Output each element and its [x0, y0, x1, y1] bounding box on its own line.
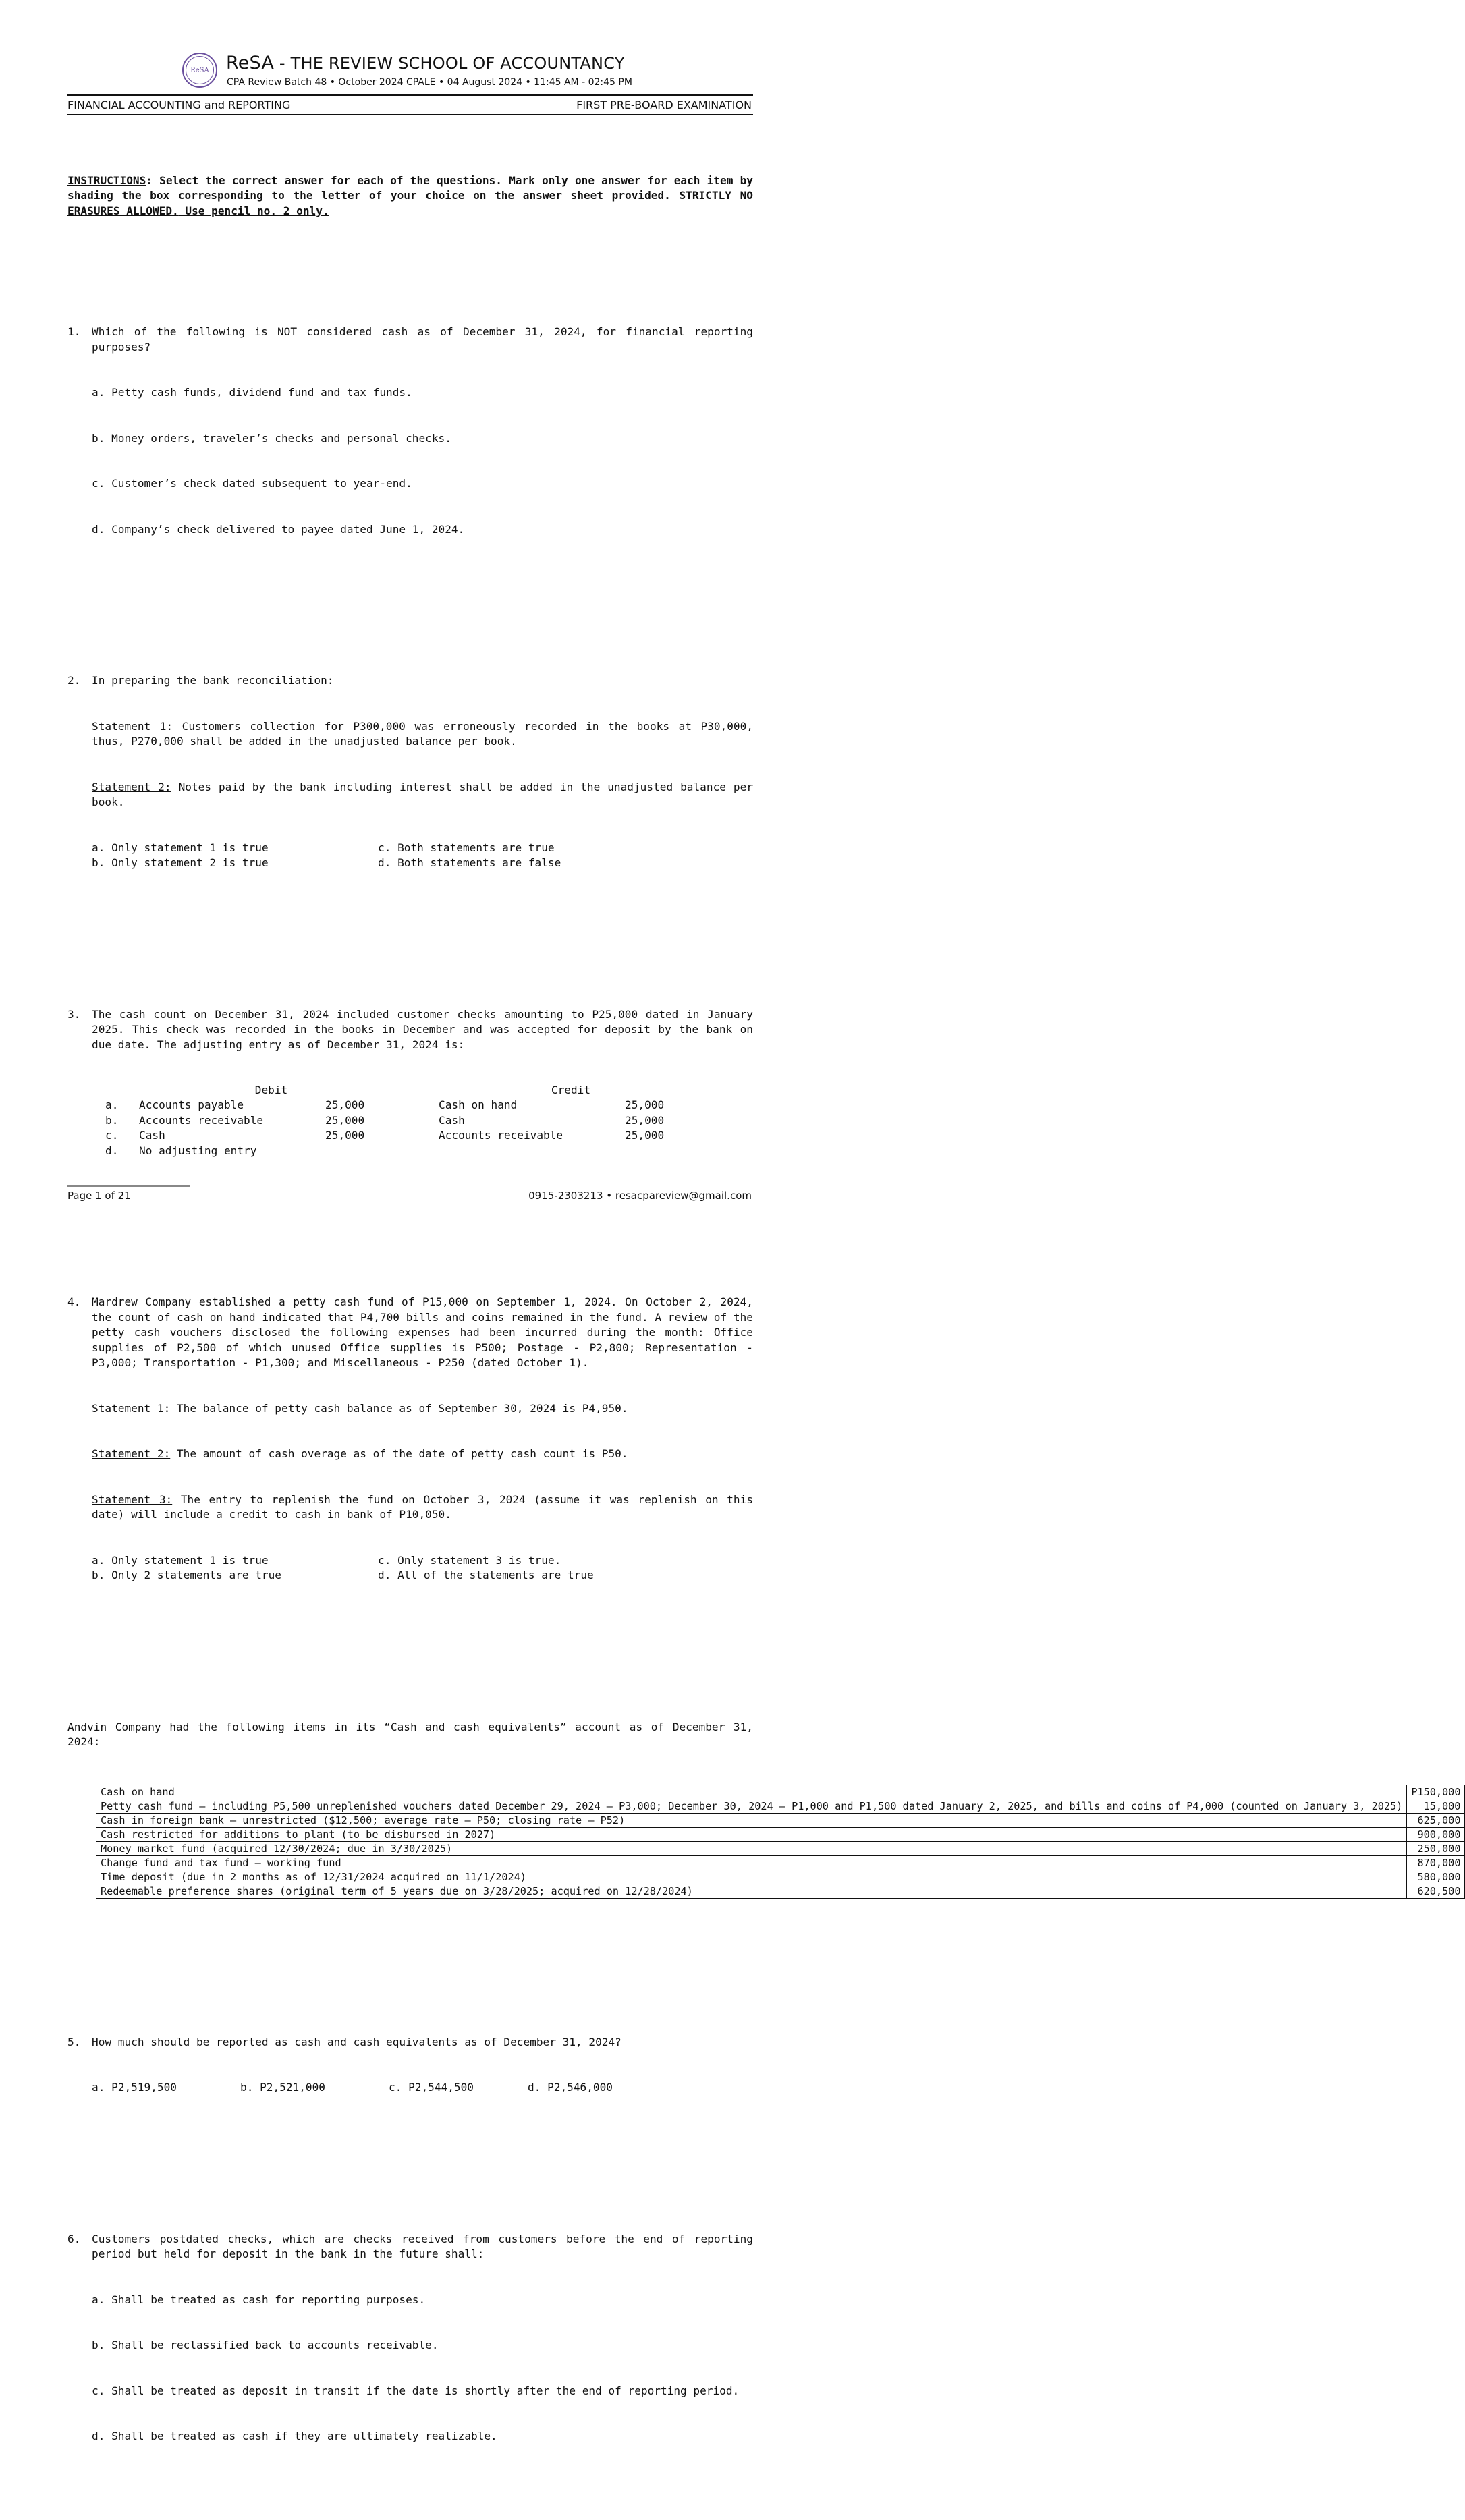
table-row [96, 1841, 1465, 1855]
je-credit-amount: 25,000 [625, 1098, 665, 1111]
je-letter: d. [105, 1144, 119, 1157]
resa-logo-icon [182, 53, 217, 88]
statement-text: The entry to replenish the fund on October 3, 2024 (assume it was replenish on this date) will include a credit to cash in bank of P10,050. [92, 1492, 753, 1521]
table-row [96, 1813, 1465, 1827]
je-row [92, 1113, 753, 1129]
footer-contact: 0915-2303213 • resacpareview@gmail.com [528, 1189, 752, 1202]
je-row [92, 1098, 753, 1113]
question-stem: In preparing the bank reconciliation: [92, 674, 334, 687]
options-row [92, 2080, 753, 2096]
item-description: Change fund and tax fund – working fund [96, 1855, 1407, 1870]
option: b. Only statement 2 is true [92, 856, 269, 869]
statement-label: Statement 2: [92, 780, 171, 793]
question-2 [67, 643, 753, 901]
option: d. Both statements are false [378, 856, 561, 869]
instructions [67, 173, 753, 219]
option: a. Only statement 1 is true [92, 841, 269, 854]
page-number: Page 1 of 21 [67, 1189, 131, 1202]
item-description: Cash on hand [96, 1785, 1407, 1799]
statement-text: Customers collection for P300,000 was erroneously recorded in the books at P30,000, thus, P270,000 shall be added in the unadjusted balance per book. [92, 719, 753, 748]
statement-text: The amount of cash overage as of the date of petty cash count is P50. [170, 1447, 628, 1460]
header-rule-bottom [67, 114, 753, 115]
item-description: Petty cash fund – including P5,500 unreplenished vouchers dated December 29, 2024 – P3,000; December 30, 2024 – P1,000 and P1,500 dated January 2, 2025, and bills and coins of P4,000 (counted on January 3, 2025) [96, 1799, 1407, 1813]
item-amount: 620,500 [1407, 1884, 1465, 1898]
je-credit: Cash [439, 1113, 465, 1127]
question-stem: How much should be reported as cash and cash equivalents as of December 31, 2024? [92, 2035, 621, 2048]
item-amount: P150,000 [1407, 1785, 1465, 1799]
table-row [96, 1799, 1465, 1813]
batch-line: CPA Review Batch 48 • October 2024 CPALE • 04 August 2024 • 11:45 AM - 02:45 PM [227, 77, 632, 88]
statement-label: Statement 2: [92, 1447, 171, 1460]
item-amount: 625,000 [1407, 1813, 1465, 1827]
statement-text: Notes paid by the bank including interest shall be added in the unadjusted balance per book. [92, 780, 753, 808]
statement-label: Statement 3: [92, 1492, 173, 1506]
option: a. Shall be treated as cash for reporting purposes. [92, 2293, 426, 2306]
debit-header: Debit [136, 1083, 406, 1098]
je-letter: c. [105, 1129, 119, 1142]
item-amount: 580,000 [1407, 1870, 1465, 1884]
item-amount: 15,000 [1407, 1799, 1465, 1813]
subject-title: FINANCIAL ACCOUNTING and REPORTING [67, 99, 291, 111]
school-brand: ReSA [226, 53, 275, 74]
option: b. P2,521,000 [240, 2081, 325, 2094]
andvin-intro: Andvin Company had the following items in its “Cash and cash equivalents” account as of December 31, 2024: [67, 1720, 753, 1748]
statement-1 [92, 1401, 753, 1417]
je-row [92, 1128, 753, 1144]
exam-title: FIRST PRE-BOARD EXAMINATION [576, 99, 752, 111]
je-debit: Accounts payable [139, 1098, 244, 1111]
options-grid [92, 1553, 753, 1584]
option: a. P2,519,500 [92, 2081, 177, 2094]
journal-entry-table [92, 1083, 753, 1158]
question-3 [67, 977, 753, 1189]
instructions-text: : Select the correct answer for each of the questions. Mark only one answer for each item by shading the box corresponding to the letter of your choice on the answer sheet provided. [67, 173, 753, 202]
header-rule-top [67, 94, 753, 96]
je-debit-amount: 25,000 [325, 1113, 365, 1127]
exam-content [67, 128, 1461, 2520]
table-row [96, 1870, 1465, 1884]
question-stem: Mardrew Company established a petty cash fund of P15,000 on September 1, 2024. On October 2, 2024, the count of cash on hand indicated that P4,700 bills and coins remained in the fund. A review of the petty cash vouchers disclosed the following expenses had been incurred during the month: Office supplies of P2,500 of which unused Office supplies is P500; Postage - P2,800; Representation - P3,000; Transportation - P1,300; and Miscellaneous - P250 (dated October 1). [92, 1295, 753, 1369]
je-credit: Accounts receivable [439, 1129, 563, 1142]
statement-3 [92, 1492, 753, 1523]
instructions-label: INSTRUCTIONS [67, 173, 146, 187]
je-credit-amount: 25,000 [625, 1113, 665, 1127]
footer-rule [67, 1185, 190, 1187]
question-number: 1. [67, 325, 81, 338]
item-description: Time deposit (due in 2 months as of 12/31/2024 acquired on 11/1/2024) [96, 1870, 1407, 1884]
question-number: 6. [67, 2232, 81, 2245]
option: b. Shall be reclassified back to accounts receivable. [92, 2339, 439, 2351]
cash-items-table [96, 1785, 1465, 1899]
option: d. P2,546,000 [528, 2081, 613, 2094]
question-1 [67, 294, 753, 567]
option: b. Money orders, traveler’s checks and personal checks. [92, 431, 451, 445]
option: c. Only statement 3 is true. [378, 1553, 561, 1567]
question-stem: Which of the following is NOT considered cash as of December 31, 2024, for financial reporting purposes? [92, 325, 753, 354]
je-letter: a. [105, 1098, 119, 1111]
option: a. Only statement 1 is true [92, 1553, 269, 1567]
table-row [96, 1855, 1465, 1870]
credit-header: Credit [436, 1083, 706, 1098]
je-debit-amount: 25,000 [325, 1098, 365, 1111]
question-6 [67, 2202, 753, 2475]
question-number: 4. [67, 1295, 81, 1308]
je-letter: b. [105, 1113, 119, 1127]
item-amount: 250,000 [1407, 1841, 1465, 1855]
je-debit: Cash [139, 1129, 165, 1142]
statement-text: The balance of petty cash balance as of September 30, 2024 is P4,950. [170, 1401, 628, 1415]
instructions-pencil: Use pencil no. 2 only. [178, 204, 329, 217]
item-description: Cash restricted for additions to plant (to be disbursed in 2027) [96, 1827, 1407, 1841]
question-4 [67, 1264, 753, 1614]
question-stem: The cash count on December 31, 2024 included customer checks amounting to P25,000 dated in January 2025. This check was recorded in the books in December and was accepted for deposit by the bank on due date. The adjusting entry as of December 31, 2024 is: [92, 1007, 753, 1051]
statement-label: Statement 1: [92, 719, 173, 733]
je-row [92, 1144, 753, 1159]
question-stem: Customers postdated checks, which are checks received from customers before the end of reporting period but held for deposit in the bank in the future shall: [92, 2232, 753, 2260]
option: a. Petty cash funds, dividend fund and tax funds. [92, 386, 412, 399]
option: c. Both statements are true [378, 841, 555, 854]
je-debit-amount: 25,000 [325, 1129, 365, 1142]
question-number: 5. [67, 2035, 81, 2048]
option: d. Shall be treated as cash if they are ultimately realizable. [92, 2430, 497, 2442]
option: c. Customer’s check dated subsequent to year-end. [92, 477, 412, 490]
item-amount: 870,000 [1407, 1855, 1465, 1870]
table-row [96, 1884, 1465, 1898]
andvin-problem [67, 1689, 1461, 1929]
je-debit: No adjusting entry [139, 1144, 257, 1157]
options-grid [92, 841, 753, 871]
statement-label: Statement 1: [92, 1401, 171, 1415]
option: d. Company’s check delivered to payee dated June 1, 2024. [92, 522, 465, 536]
statement-2 [92, 780, 753, 810]
je-debit: Accounts receivable [139, 1113, 264, 1127]
table-row [96, 1827, 1465, 1841]
je-credit: Cash on hand [439, 1098, 518, 1111]
table-row [96, 1785, 1465, 1799]
school-name [226, 53, 625, 74]
item-description: Redeemable preference shares (original term of 5 years due on 3/28/2025; acquired on 12/28/2024) [96, 1884, 1407, 1898]
instructions-strict: STRICTLY NO ERASURES ALLOWED. [67, 189, 753, 217]
statement-1 [92, 719, 753, 750]
question-5 [67, 2005, 753, 2126]
option: c. P2,544,500 [389, 2081, 474, 2094]
option: b. Only 2 statements are true [92, 1569, 281, 1581]
item-description: Cash in foreign bank – unrestricted ($12,500; average rate – P50; closing rate – P52) [96, 1813, 1407, 1827]
school-name-rest: - THE REVIEW SCHOOL OF ACCOUNTANCY [274, 54, 625, 73]
question-number: 3. [67, 1007, 81, 1021]
logo-text: ReSA [186, 56, 214, 84]
item-description: Money market fund (acquired 12/30/2024; due in 3/30/2025) [96, 1841, 1407, 1855]
option: c. Shall be treated as deposit in transit if the date is shortly after the end of reporting period. [92, 2384, 740, 2397]
statement-2 [92, 1447, 753, 1462]
question-number: 2. [67, 674, 81, 687]
option: d. All of the statements are true [378, 1569, 594, 1581]
item-amount: 900,000 [1407, 1827, 1465, 1841]
je-credit-amount: 25,000 [625, 1129, 665, 1142]
